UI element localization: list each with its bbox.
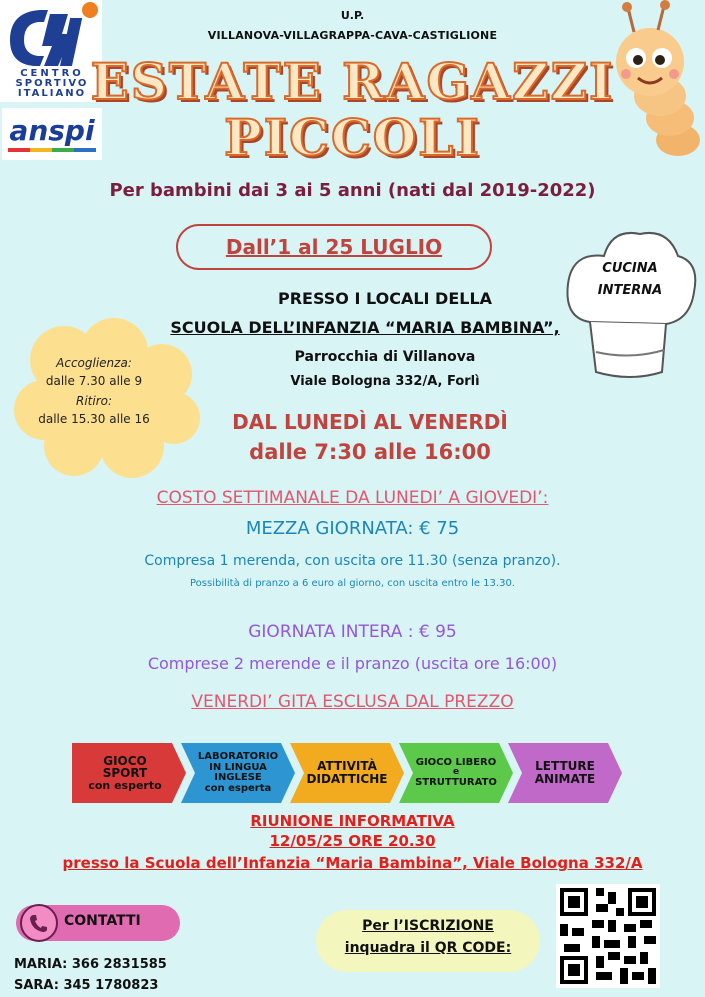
activity-4-line-3: STRUTTURATO [415, 776, 497, 788]
parish-unit-label: U.P. [340, 9, 365, 22]
activity-2-line-4: con esperta [204, 782, 272, 794]
activities-strip [72, 743, 637, 803]
title-line-2: PICCOLI [224, 108, 481, 167]
welcome-time: dalle 7.30 alle 9 [45, 374, 143, 388]
activity-1-line-1: GIOCO [103, 753, 147, 768]
friday-note: VENERDI’ GITA ESCLUSA DAL PREZZO [191, 692, 514, 712]
activity-5 [508, 743, 622, 803]
contacts-label: CONTATTI [64, 913, 141, 929]
title-line-1: ESTATE RAGAZZI [90, 52, 615, 111]
age-subtitle: Per bambini dai 3 ai 5 anni (nati dal 2019-2022) [109, 180, 596, 201]
svg-text:anspi: anspi [9, 114, 95, 147]
weekly-cost-heading: COSTO SETTIMANALE DA LUNEDI’ A GIOVEDI’: [156, 488, 549, 508]
activity-2-line-2: IN LINGUA [209, 761, 267, 773]
parishes-label: VILLANOVA-VILLAGRAPPA-CAVA-CASTIGLIONE [207, 29, 498, 42]
kitchen-label-line-2: INTERNA [597, 283, 663, 298]
location-parish: Parrocchia di Villanova [294, 349, 476, 365]
location-address: Viale Bologna 332/A, Forlì [290, 374, 480, 389]
pickup-label: Ritiro: [75, 394, 113, 408]
welcome-label: Accoglienza: [56, 356, 132, 370]
qr-code[interactable] [556, 884, 660, 988]
activity-4-line-2: e [452, 767, 460, 778]
hours-label: dalle 7:30 alle 16:00 [249, 440, 491, 464]
activity-5-line-2: ANIMATE [534, 772, 596, 786]
activity-3-line-1: ATTIVITÀ [317, 759, 377, 774]
days-label: DAL LUNEDÌ AL VENERDÌ [232, 410, 508, 434]
activity-3 [290, 743, 404, 803]
caterpillar-illustration [590, 0, 705, 162]
half-day-note: Possibilità di pranzo a 6 euro al giorno, con uscita entro le 13.30. [190, 578, 515, 589]
activity-2-line-3: INGLESE [214, 772, 262, 783]
half-day-description: Compresa 1 merenda, con uscita ore 11.30 (senza pranzo). [144, 553, 561, 569]
csi-logo-text-1: CENTRO [20, 68, 84, 79]
signup-line-2: inquadra il QR CODE: [344, 940, 512, 956]
csi-logo-text-3: ITALIANO [17, 88, 87, 99]
meeting-datetime: 12/05/25 ORE 20.30 [269, 832, 436, 850]
activity-1-line-3: con esperto [88, 778, 162, 792]
csi-logo-text-2: SPORTIVO [15, 78, 89, 89]
meeting-title: RIUNIONE INFORMATIVA [250, 812, 455, 830]
full-day-description: Comprese 2 merende e il pranzo (uscita ore 16:00) [147, 654, 558, 673]
phone-icon [20, 904, 58, 942]
activity-2 [181, 743, 295, 803]
signup-line-1: Per l’ISCRIZIONE [362, 918, 494, 934]
pickup-time: dalle 15.30 alle 16 [38, 412, 150, 426]
kitchen-label-line-1: CUCINA [602, 261, 658, 276]
activity-1-line-2: SPORT [102, 766, 148, 781]
activity-4-line-1: GIOCO LIBERO [415, 756, 497, 768]
full-day-price: GIORNATA INTERA : € 95 [248, 622, 457, 642]
activity-1 [72, 743, 186, 803]
dates-box [176, 224, 492, 270]
activity-5-line-1: LETTURE [535, 759, 595, 774]
activity-3-line-2: DIDATTICHE [306, 772, 388, 786]
location-school: SCUOLA DELL’INFANZIA “MARIA BAMBINA”, [170, 318, 560, 337]
contact-maria: MARIA: 366 2831585 [14, 957, 167, 972]
meeting-location: presso la Scuola dell’Infanzia “Maria Bambina”, Viale Bologna 332/A [62, 854, 643, 872]
contact-sara: SARA: 345 1780823 [14, 978, 159, 993]
activity-2-line-1: LABORATORIO [197, 751, 279, 762]
activity-4 [399, 743, 513, 803]
location-presso: PRESSO I LOCALI DELLA [277, 289, 493, 308]
half-day-price: MEZZA GIORNATA: € 75 [245, 518, 460, 539]
dates-text: Dall’1 al 25 LUGLIO [225, 235, 443, 259]
